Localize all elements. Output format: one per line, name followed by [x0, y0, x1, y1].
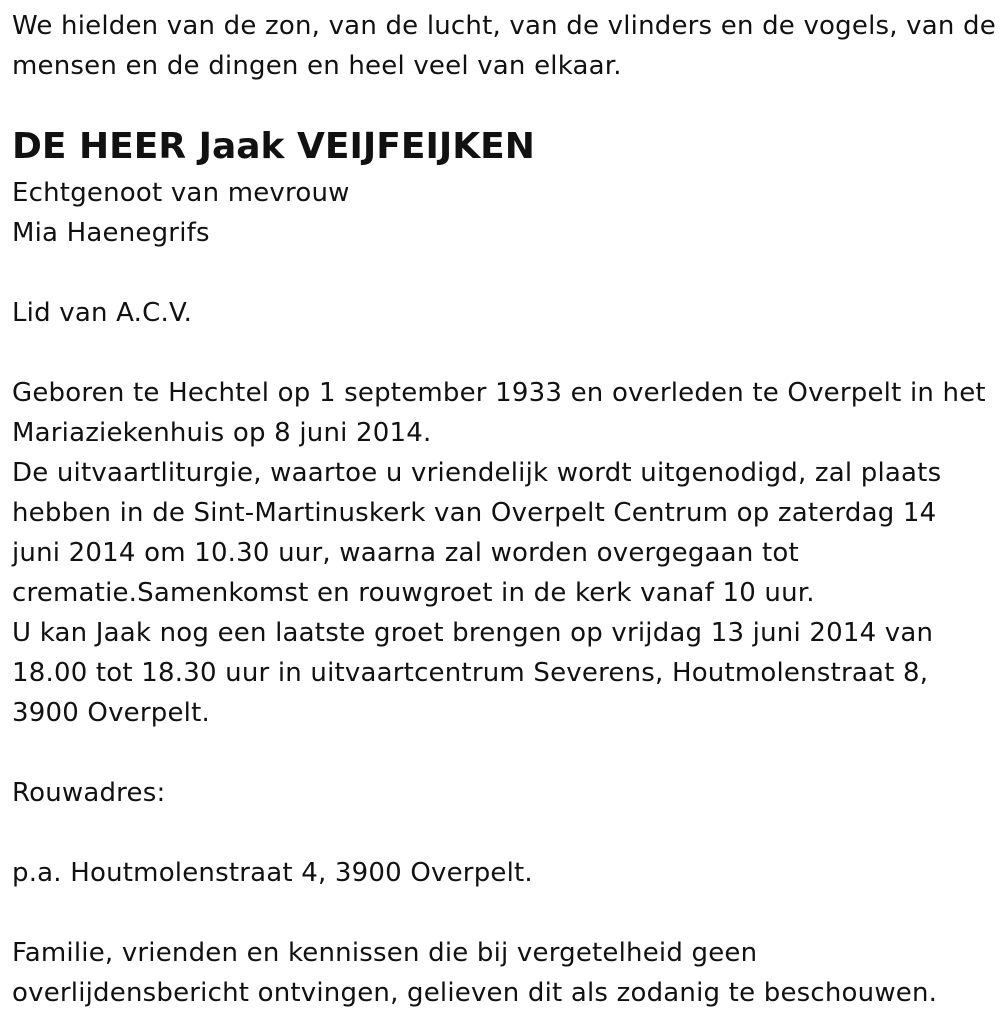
closing-line-1: Familie, vrienden en kennissen die bij vergetelheid geen: [12, 938, 758, 968]
closing-line-2: overlijdensbericht ontvingen, gelieven dit als zodanig te beschouwen.: [12, 978, 938, 1008]
address-label: Rouwadres:: [12, 778, 166, 808]
announcement-line: 18.00 tot 18.30 uur in uitvaartcentrum Severens, Houtmolenstraat 8,: [12, 658, 929, 688]
address-value: p.a. Houtmolenstraat 4, 3900 Overpelt.: [12, 858, 533, 888]
spouse-name: Mia Haenegrifs: [12, 218, 210, 248]
announcement-line: Geboren te Hechtel op 1 september 1933 en overleden te Overpelt in het: [12, 378, 986, 408]
announcement-line: De uitvaartliturgie, waartoe u vriendelijk wordt uitgenodigd, zal plaats: [12, 458, 942, 488]
membership: Lid van A.C.V.: [12, 298, 193, 328]
announcement-line: juni 2014 om 10.30 uur, waarna zal worden overgegaan tot: [12, 538, 799, 568]
spouse-label: Echtgenoot van mevrouw: [12, 178, 350, 208]
announcement-line: hebben in de Sint-Martinuskerk van Overpelt Centrum op zaterdag 14: [12, 498, 937, 528]
intro-line-2: mensen en de dingen en heel veel van elkaar.: [12, 51, 622, 81]
intro-line-1: We hielden van de zon, van de lucht, van de vlinders en de vogels, van de: [12, 11, 996, 41]
announcement-line: Mariaziekenhuis op 8 juni 2014.: [12, 418, 432, 448]
deceased-name: DE HEER Jaak VEIJFEIJKEN: [12, 126, 535, 167]
announcement-line: U kan Jaak nog een laatste groet brengen op vrijdag 13 juni 2014 van: [12, 618, 934, 648]
announcement-line: crematie.Samenkomst en rouwgroet in de kerk vanaf 10 uur.: [12, 578, 815, 608]
announcement-line: 3900 Overpelt.: [12, 698, 210, 728]
